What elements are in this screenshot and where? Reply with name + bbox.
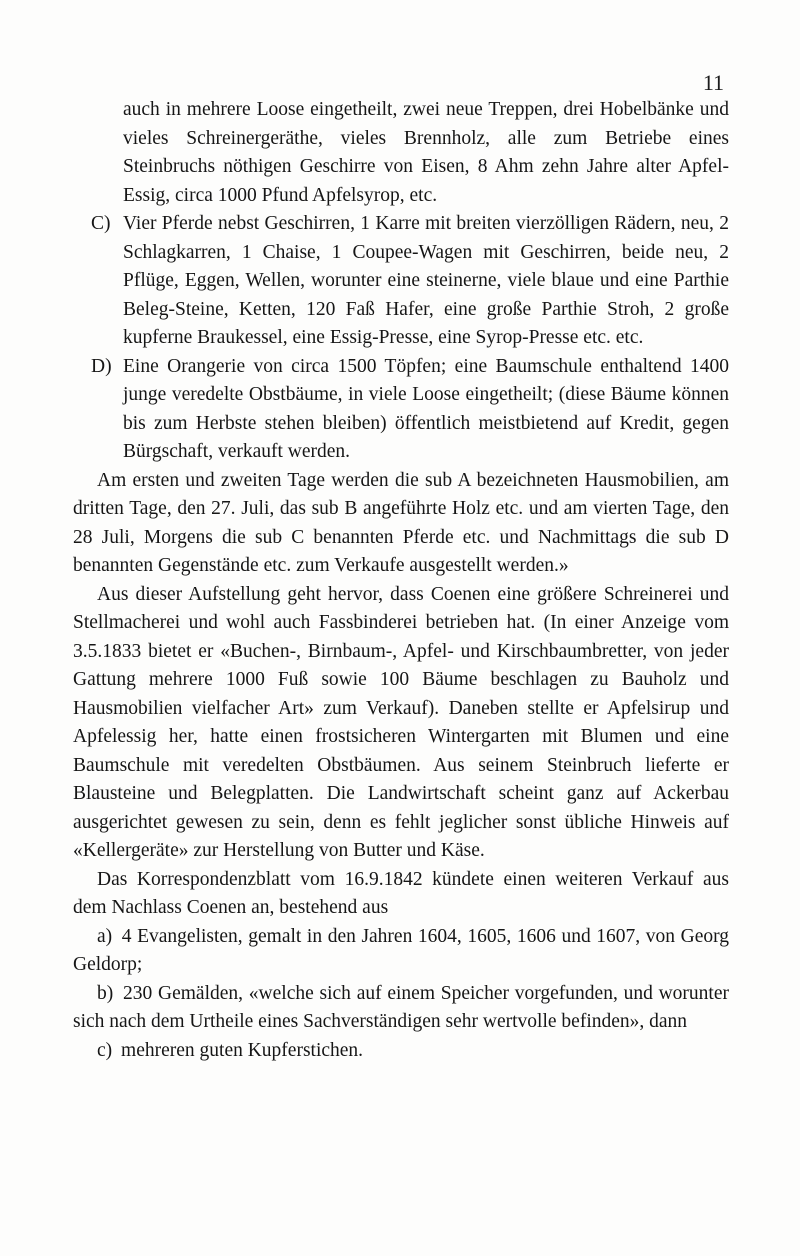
sub-item-label: c): [97, 1039, 113, 1061]
sub-item-b: [73, 980, 729, 1037]
list-item-text: Vier Pferde nebst Geschirren, 1 Karre mit breiten vierzölligen Rädern, neu, 2 Schlagkarren, 1 Chaise, 1 Coupee-Wagen mit Geschirren, beide neu, 2 Pflüge, Eggen, Wellen, worunter eine steinerne, viele blaue und eine Parthie Beleg-Steine, Ketten, 120 Faß Hafer, eine große Parthie Stroh, 2 große kupferne Braukessel, eine Essig-Presse, eine Syrop-Presse etc. etc.: [123, 213, 729, 348]
paragraph-analysis: Aus dieser Aufstellung geht hervor, dass Coenen eine größere Schreinerei und Stellmacherei und wohl auch Fassbinderei betrieben hat. (In einer Anzeige vom 3.5.1833 bietet er «Buchen-, Birnbaum-, Apfel- und Kirschbaumbretter, von jeder Gattung mehrere 1000 Fuß sowie 100 Bäume beschlagen zu Bauholz und Hausmobilien vielfacher Art» zum Verkauf). Daneben stellte er Apfelsirup und Apfelessig her, hatte einen frostsicheren Wintergarten mit Blumen und eine Baumschule mit veredelten Obstbäumen. Aus seinem Steinbruch lieferte er Blausteine und Belegplatten. Die Landwirtschaft scheint ganz auf Ackerbau ausgerichtet gewesen zu sein, denn es fehlt jeglicher sonst übliche Hinweis auf «Kellergeräte» zur Herstellung von Butter und Käse.: [73, 583, 729, 861]
sub-item-text: mehreren guten Kupferstichen.: [121, 1039, 364, 1061]
sub-item-text: 4 Evangelisten, gemalt in den Jahren 1604, 1605, 1606 und 1607, von Georg Geldorp;: [73, 925, 729, 975]
list-item-label: C): [91, 213, 111, 234]
paragraph-korrespondenzblatt: Das Korrespondenzblatt vom 16.9.1842 kündete einen weiteren Verkauf aus dem Nachlass Coenen an, bestehend aus: [73, 868, 729, 918]
list-item-c: [73, 210, 729, 353]
body-text: [73, 96, 729, 1065]
paragraph-sale-days: Am ersten und zweiten Tage werden die sub A bezeichneten Hausmobilien, am dritten Tage, den 27. Juli, das sub B angeführte Holz etc. und am vierten Tage, den 28 Juli, Morgens die sub C benannten Pferde etc. und Nachmittags die sub D benannten Gegenstände etc. zum Verkaufe ausgestellt werden.»: [73, 469, 729, 576]
sub-item-label: b): [97, 982, 114, 1004]
list-item-d: [73, 353, 729, 467]
page-number: 11: [702, 70, 724, 95]
sub-item-label: a): [97, 925, 113, 947]
list-item-text: Eine Orangerie von circa 1500 Töpfen; eine Baumschule enthaltend 1400 junge veredelte Obstbäume, in viele Loose eingetheilt; (diese Bäume können bis zum Herbste stehen bleiben) öffentlich meistbietend auf Kredit, gegen Bürgschaft, verkauft werden.: [123, 355, 729, 462]
list-item-label: D): [91, 355, 112, 377]
sub-item-a: [73, 923, 729, 980]
sub-item-text: 230 Gemälden, «welche sich auf einem Speicher vorgefunden, und worunter sich nach dem Urtheile eines Sachverständigen sehr wertvolle befinden», dann: [73, 982, 729, 1032]
sub-item-c: [73, 1037, 729, 1066]
list-continuation: auch in mehrere Loose eingetheilt, zwei neue Treppen, drei Hobelbänke und vieles Schreinergeräthe, vieles Brennholz, alle zum Betriebe eines Steinbruchs nöthigen Geschirre von Eisen, 8 Ahm zehn Jahre alter Apfel-Essig, circa 1000 Pfund Apfelsyrop, etc.: [123, 99, 729, 206]
